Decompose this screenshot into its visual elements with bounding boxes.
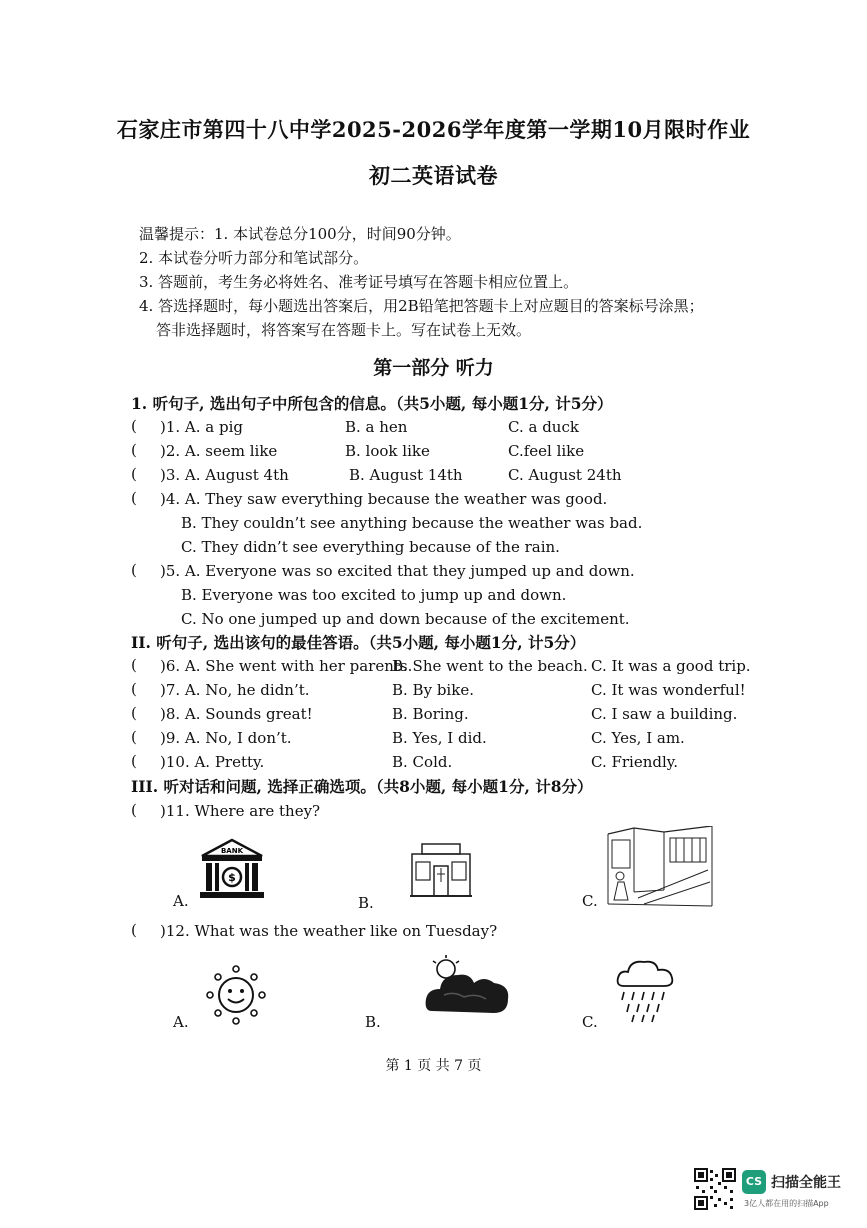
answer-paren: (	[131, 417, 137, 435]
section-1-heading: 1. 听句子, 选出句子中所包含的信息。（共5小题, 每小题1分, 计5分）	[131, 394, 613, 413]
q3-option-c: C. August 24th	[508, 466, 622, 484]
qr-code-icon	[694, 1168, 736, 1210]
q2-option-c: C.feel like	[508, 442, 585, 460]
exam-title: 石家庄市第四十八中学2025-2026学年度第一学期10月限时作业	[116, 117, 751, 142]
q8-option-c: C. I saw a building.	[591, 705, 738, 723]
street-shops-image	[604, 826, 716, 908]
camscanner-name: 扫描全能王	[771, 1175, 841, 1191]
answer-paren: (	[131, 704, 137, 722]
q10-option-a: )10. A. Pretty.	[160, 753, 265, 771]
q7-option-a: )7. A. No, he didn’t.	[160, 681, 310, 699]
answer-paren: (	[131, 561, 137, 579]
tip-line-4: 4. 答选择题时，每小题选出答案后，用2B铅笔把答题卡上对应题目的答案标号涂黑；	[139, 297, 704, 315]
q1-option-c: C. a duck	[508, 418, 579, 436]
q12-label-b: B.	[365, 1013, 381, 1031]
q1-option-b: B. a hen	[345, 418, 408, 436]
q9-option-c: C. Yes, I am.	[591, 729, 685, 747]
exam-subtitle: 初二英语试卷	[369, 163, 498, 188]
cloudy-weather-image	[424, 955, 512, 1019]
q7-option-b: B. By bike.	[392, 681, 474, 699]
answer-paren: (	[131, 680, 137, 698]
q9-option-b: B. Yes, I did.	[392, 729, 487, 747]
q8-option-a: )8. A. Sounds great!	[160, 705, 313, 723]
tip-line-1: 温馨提示：1. 本试卷总分100分，时间90分钟。	[139, 225, 461, 243]
camscanner-logo: CS	[742, 1170, 766, 1194]
q11-label-a: A.	[173, 892, 189, 910]
q6-option-a: )6. A. She went with her parents.	[160, 657, 413, 675]
q12-question: )12. What was the weather like on Tuesday?	[160, 922, 498, 940]
answer-paren: (	[131, 656, 137, 674]
answer-paren: (	[131, 441, 137, 459]
answer-paren: (	[131, 921, 137, 939]
q3-option-a: )3. A. August 4th	[160, 466, 289, 484]
q4-option-c: C. They didn’t see everything because of the rain.	[181, 538, 560, 556]
section-3-heading: III. 听对话和问题, 选择正确选项。（共8小题, 每小题1分, 计8分）	[131, 777, 593, 796]
tip-line-3: 3. 答题前，考生务必将姓名、准考证号填写在答题卡相应位置上。	[139, 273, 579, 291]
q3-option-b: B. August 14th	[349, 466, 463, 484]
bank-building-image	[198, 838, 266, 900]
answer-paren: (	[131, 728, 137, 746]
q8-option-b: B. Boring.	[392, 705, 469, 723]
q5-option-a: )5. A. Everyone was so excited that they jumped up and down.	[160, 562, 635, 580]
q1-option-a: )1. A. a pig	[160, 418, 244, 436]
q5-option-c: C. No one jumped up and down because of the excitement.	[181, 610, 630, 628]
part-title: 第一部分 听力	[373, 357, 494, 379]
q5-option-b: B. Everyone was too excited to jump up and down.	[181, 586, 567, 604]
q4-option-b: B. They couldn’t see anything because the weather was bad.	[181, 514, 643, 532]
answer-paren: (	[131, 489, 137, 507]
q12-label-c: C.	[582, 1013, 598, 1031]
q7-option-c: C. It was wonderful!	[591, 681, 746, 699]
q11-label-b: B.	[358, 894, 374, 912]
q12-label-a: A.	[173, 1013, 189, 1031]
q6-option-c: C. It was a good trip.	[591, 657, 751, 675]
page-footer: 第 1 页 共 7 页	[385, 1058, 482, 1074]
tip-line-5: 答非选择题时，将答案写在答题卡上。写在试卷上无效。	[156, 321, 532, 339]
q11-question: )11. Where are they?	[160, 802, 321, 820]
q2-option-b: B. look like	[345, 442, 430, 460]
q10-option-c: C. Friendly.	[591, 753, 679, 771]
q10-option-b: B. Cold.	[392, 753, 453, 771]
q2-option-a: )2. A. seem like	[160, 442, 278, 460]
camscanner-tagline: 3亿人都在用的扫描App	[744, 1199, 829, 1208]
q11-label-c: C.	[582, 892, 598, 910]
section-2-heading: II. 听句子, 选出该句的最佳答语。（共5小题, 每小题1分, 计5分）	[131, 633, 586, 652]
sunny-weather-image	[202, 964, 270, 1026]
rainy-weather-image	[614, 958, 676, 1024]
shop-building-image	[408, 842, 474, 900]
answer-paren: (	[131, 752, 137, 770]
q9-option-a: )9. A. No, I don’t.	[160, 729, 292, 747]
q6-option-b: B. She went to the beach.	[392, 657, 588, 675]
answer-paren: (	[131, 801, 137, 819]
svg-text:$: $	[228, 871, 236, 884]
bank-sign-text: BANK	[220, 847, 244, 855]
answer-paren: (	[131, 465, 137, 483]
tip-line-2: 2. 本试卷分听力部分和笔试部分。	[139, 249, 369, 267]
q4-option-a: )4. A. They saw everything because the weather was good.	[160, 490, 608, 508]
